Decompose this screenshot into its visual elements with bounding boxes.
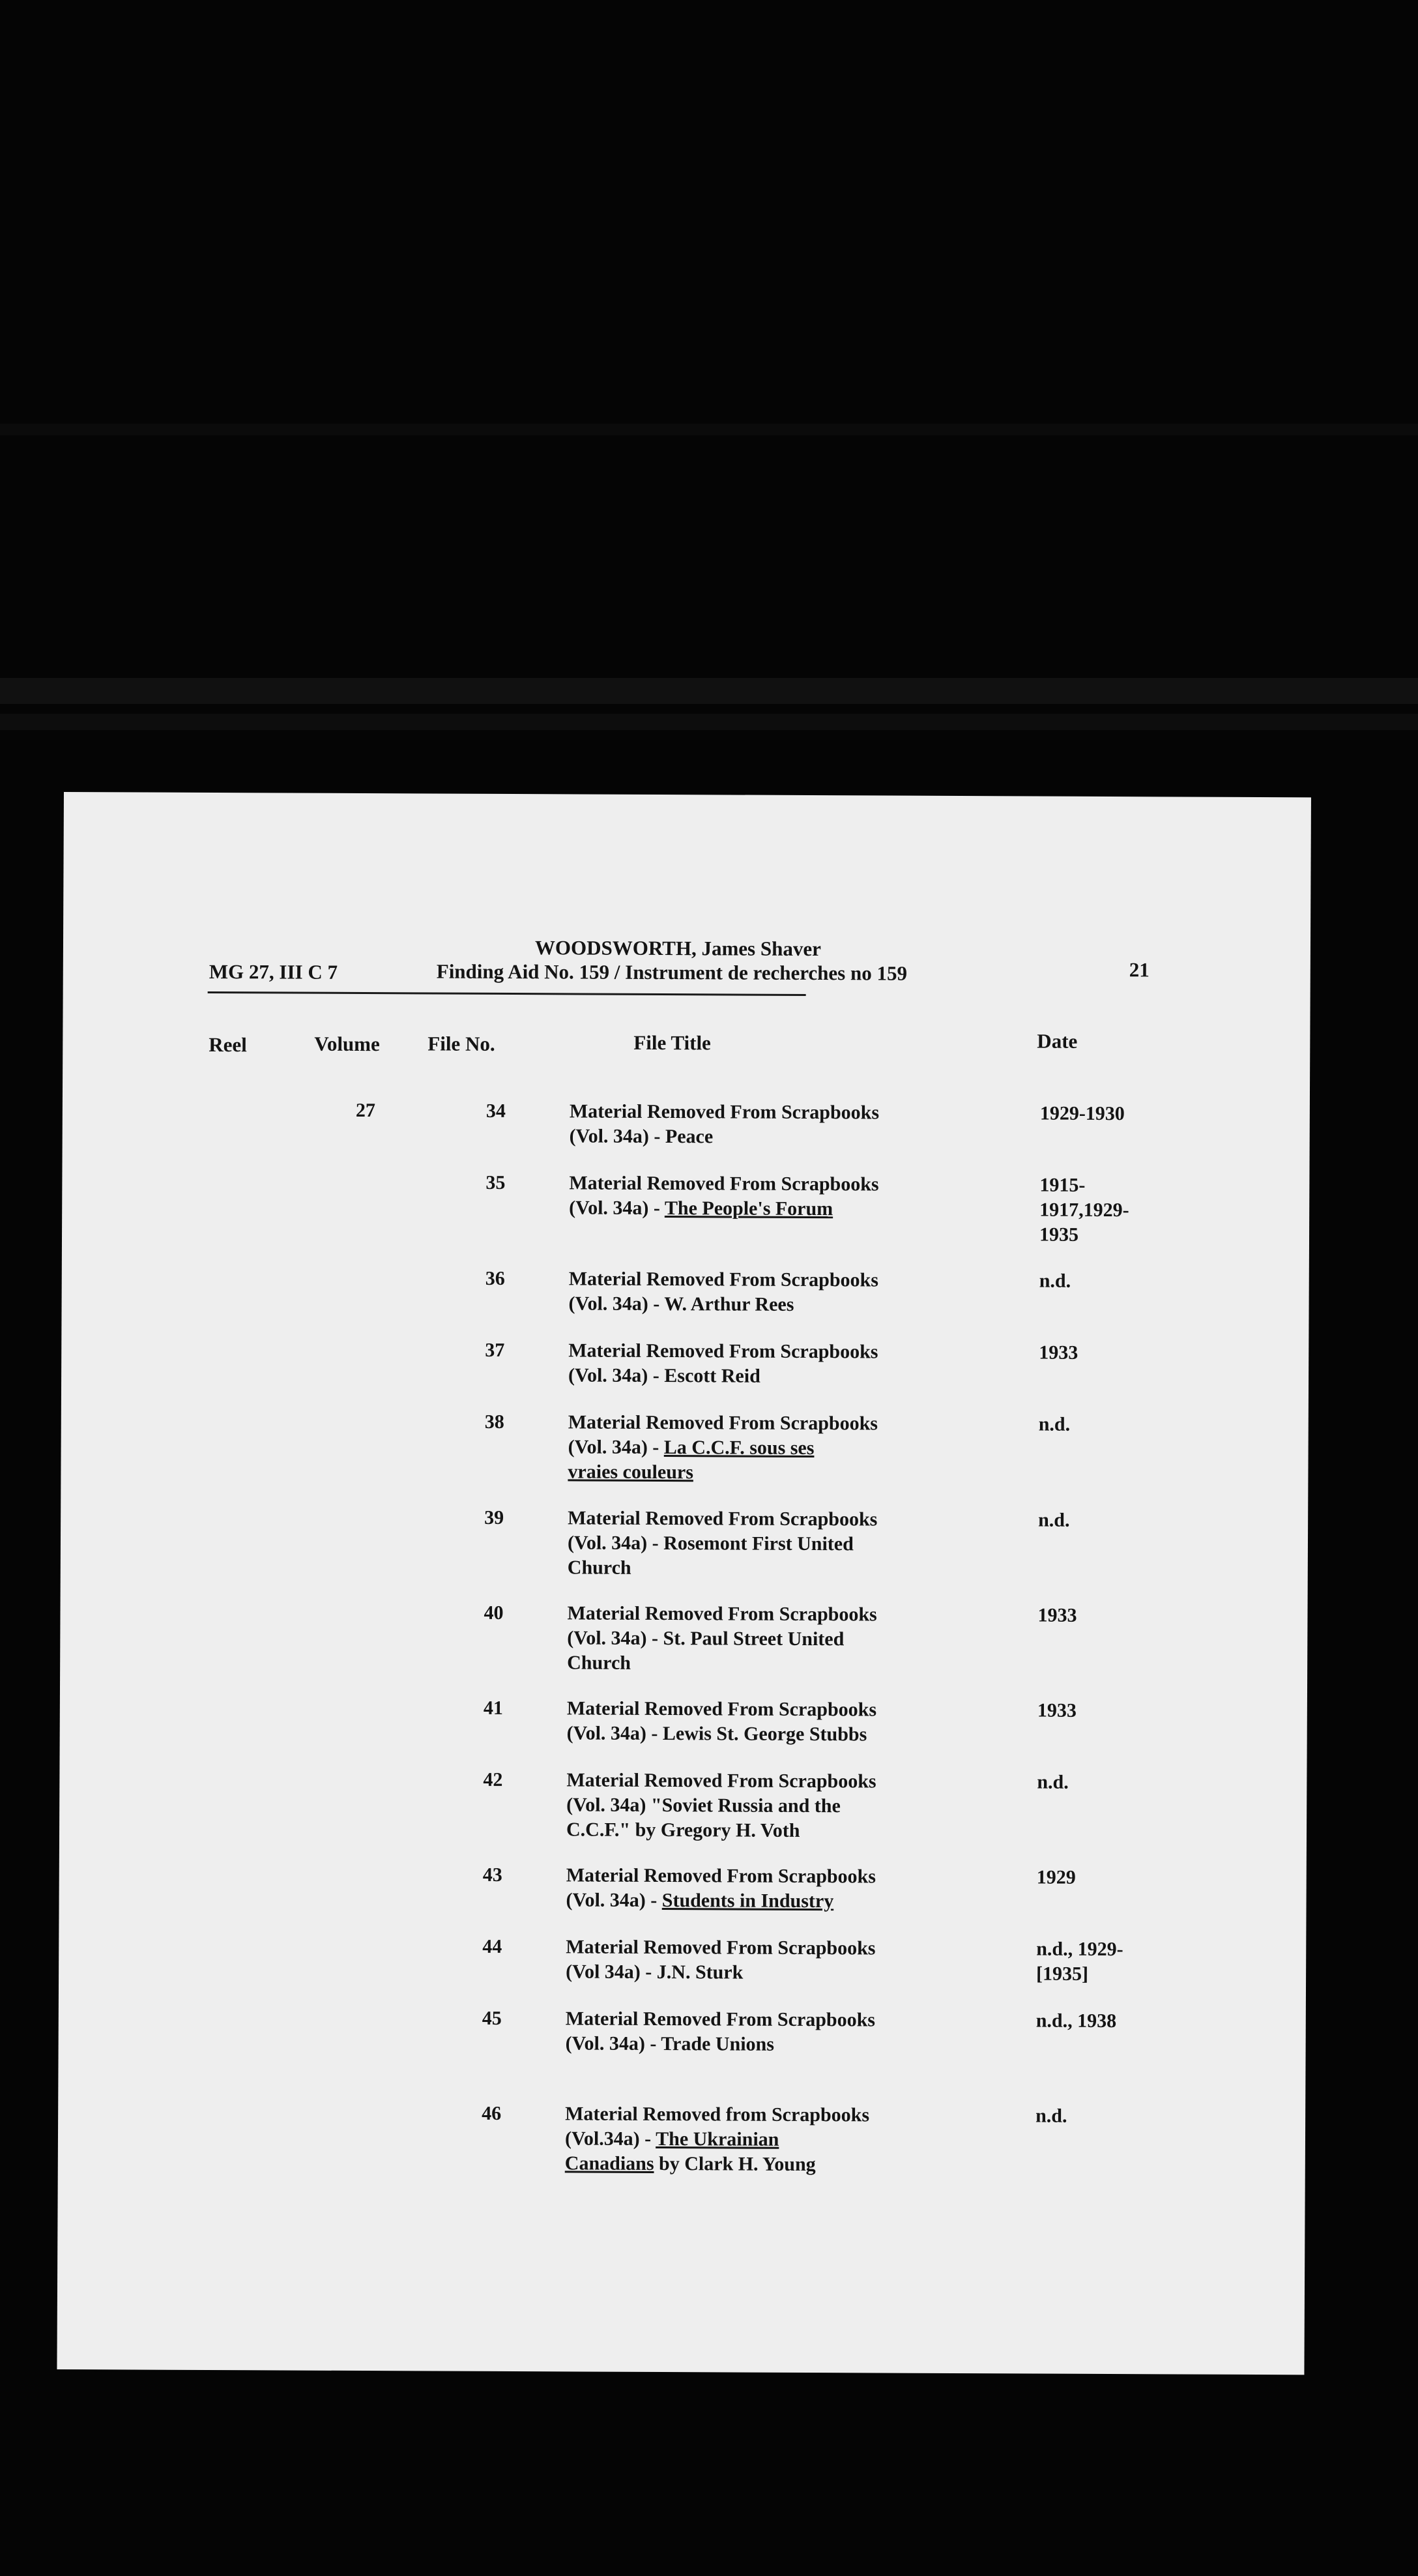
title-line: Canadians by Clark H. Young [564,2152,816,2176]
underlined-title: The People's Forum [664,1197,833,1220]
date-cell [1039,1412,1163,1438]
file-number-cell: 44 [482,1935,502,1957]
date-line: n.d. [1037,1771,1069,1793]
table-row [61,1408,1299,1484]
file-title-cell [568,1410,933,1486]
date-cell [1039,1173,1163,1248]
date-line: [1935] [1036,1963,1089,1985]
title-line: (Vol. 34a) - Rosemont First United [567,1532,854,1555]
date-line: n.d., 1929- [1036,1938,1123,1961]
underlined-title: The Ukrainian [656,2128,779,2150]
scan-band [0,424,1418,435]
column-header-file-no: File No. [427,1032,495,1055]
date-cell [1039,1269,1163,1295]
file-title-cell [568,1338,933,1389]
title-line: Material Removed From Scrapbooks [566,1864,876,1888]
column-header-file-title: File Title [633,1031,711,1055]
title-line: Material Removed From Scrapbooks [568,1339,878,1363]
title-line: Material Removed From Scrapbooks [565,2008,876,2031]
header-rule [208,991,806,996]
date-cell [1036,2009,1160,2034]
title-line: (Vol. 34a) "Soviet Russia and the [566,1794,841,1817]
title-line: Material Removed From Scrapbooks [568,1507,878,1530]
table-row [62,1169,1300,1246]
file-number-cell: 36 [485,1267,505,1289]
title-line: Material Removed From Scrapbooks [568,1268,879,1291]
volume-cell: 27 [355,1099,375,1122]
table-row [61,1336,1299,1387]
title-line: Church [567,1652,631,1674]
table-row [58,2100,1296,2176]
document-name: WOODSWORTH, James Shaver [534,936,821,961]
date-cell [1035,2104,1159,2130]
file-number-cell: 46 [482,2102,502,2124]
date-cell [1039,1341,1163,1366]
file-title-cell [566,1863,931,1914]
table-row [60,1694,1298,1746]
table-row [59,2004,1297,2055]
title-line: C.C.F." by Gregory H. Voth [566,1819,800,1841]
title-line: (Vol. 34a) - Peace [569,1125,714,1148]
file-number-cell: 37 [485,1339,505,1361]
title-line: Material Removed from Scrapbooks [565,2103,870,2126]
title-line: (Vol. 34a) - The People's Forum [569,1197,833,1220]
title-line: (Vol. 34a) - Escott Reid [568,1364,760,1387]
date-line: 1933 [1039,1341,1078,1364]
title-line: Material Removed From Scrapbooks [568,1411,878,1435]
date-cell [1036,1937,1160,1987]
date-cell [1040,1102,1164,1127]
date-line: n.d. [1038,1509,1070,1531]
file-number-cell: 41 [483,1697,503,1719]
underlined-title: Canadians [564,2152,654,2174]
file-number-cell: 34 [485,1100,506,1122]
date-line: 1917,1929- [1039,1199,1129,1222]
date-line: 1933 [1037,1604,1077,1626]
document-page [57,792,1311,2375]
table-row [59,1766,1297,1841]
scan-band [0,678,1418,704]
file-number-cell: 40 [484,1602,504,1624]
title-line: Material Removed From Scrapbooks [569,1100,880,1124]
table-row [59,1933,1297,1985]
date-line: n.d. [1038,1413,1071,1435]
date-line: 1935 [1039,1223,1079,1246]
date-line: n.d. [1039,1270,1071,1292]
file-title-cell [566,2006,931,2057]
column-header-date: Date [1037,1029,1078,1053]
date-cell [1037,1699,1161,1724]
page-number: 21 [1129,958,1150,982]
title-line: (Vol 34a) - J.N. Sturk [566,1961,744,1983]
date-line: 1915- [1039,1174,1086,1196]
title-line: Material Removed From Scrapbooks [566,1697,877,1721]
table-row [61,1504,1299,1579]
date-line: 1929 [1036,1866,1076,1888]
title-line: Material Removed From Scrapbooks [566,1936,876,1959]
title-line: (Vol. 34a) - La C.C.F. sous ses [568,1436,815,1459]
file-title-cell [566,1768,931,1843]
title-line: Church [567,1557,631,1579]
file-number-cell: 39 [484,1506,504,1529]
title-line [568,1459,933,1486]
title-line: Material Removed From Scrapbooks [567,1602,877,1626]
file-title-cell [568,1506,933,1581]
title-line: (Vol. 34a) - Trade Unions [565,2032,775,2055]
column-header-volume: Volume [314,1032,380,1056]
file-number-cell: 42 [483,1768,503,1791]
date-line: 1933 [1037,1699,1077,1721]
title-line: (Vol. 34a) - St. Paul Street United [567,1627,845,1650]
file-title-cell [566,1935,931,1985]
title-line: (Vol. 34a) - W. Arthur Rees [568,1293,794,1315]
date-line: 1929-1930 [1039,1102,1125,1125]
title-line: (Vol. 34a) - Lewis St. George Stubbs [566,1722,867,1746]
scan-band [0,714,1418,730]
file-number-cell: 43 [482,1864,502,1886]
table-row [62,1265,1300,1315]
title-line: (Vol. 34a) - Students in Industry [566,1889,834,1912]
title-line: Material Removed From Scrapbooks [566,1769,876,1793]
date-cell [1038,1508,1162,1534]
title-line: Material Removed From Scrapbooks [569,1172,879,1195]
date-line: n.d., 1938 [1035,2010,1117,2032]
table-row [61,1599,1299,1674]
file-title-cell [567,1696,932,1747]
date-cell [1037,1770,1161,1796]
file-number-cell: 45 [482,2007,502,2029]
date-cell [1037,1866,1161,1891]
underlined-title: La C.C.F. sous ses [663,1437,815,1459]
date-line: n.d. [1035,2105,1067,2127]
file-number-cell: 38 [484,1411,504,1433]
title-line: (Vol.34a) - The Ukrainian [564,2128,779,2150]
table-row [63,1097,1301,1148]
file-title-cell [568,1266,933,1317]
table-row [59,1861,1297,1912]
file-title-cell [567,1601,932,1676]
column-header-reel: Reel [209,1032,247,1057]
collection-reference: MG 27, III C 7 [209,959,338,984]
file-title-cell [565,2101,930,2177]
file-title-cell [570,1099,934,1150]
underlined-title: Students in Industry [661,1890,834,1912]
file-number-cell: 35 [485,1171,506,1193]
underlined-title: vraies couleurs [568,1461,693,1484]
file-title-cell [569,1171,934,1222]
finding-aid-title: Finding Aid No. 159 / Instrument de recherches no 159 [436,959,908,985]
date-cell [1037,1603,1161,1629]
